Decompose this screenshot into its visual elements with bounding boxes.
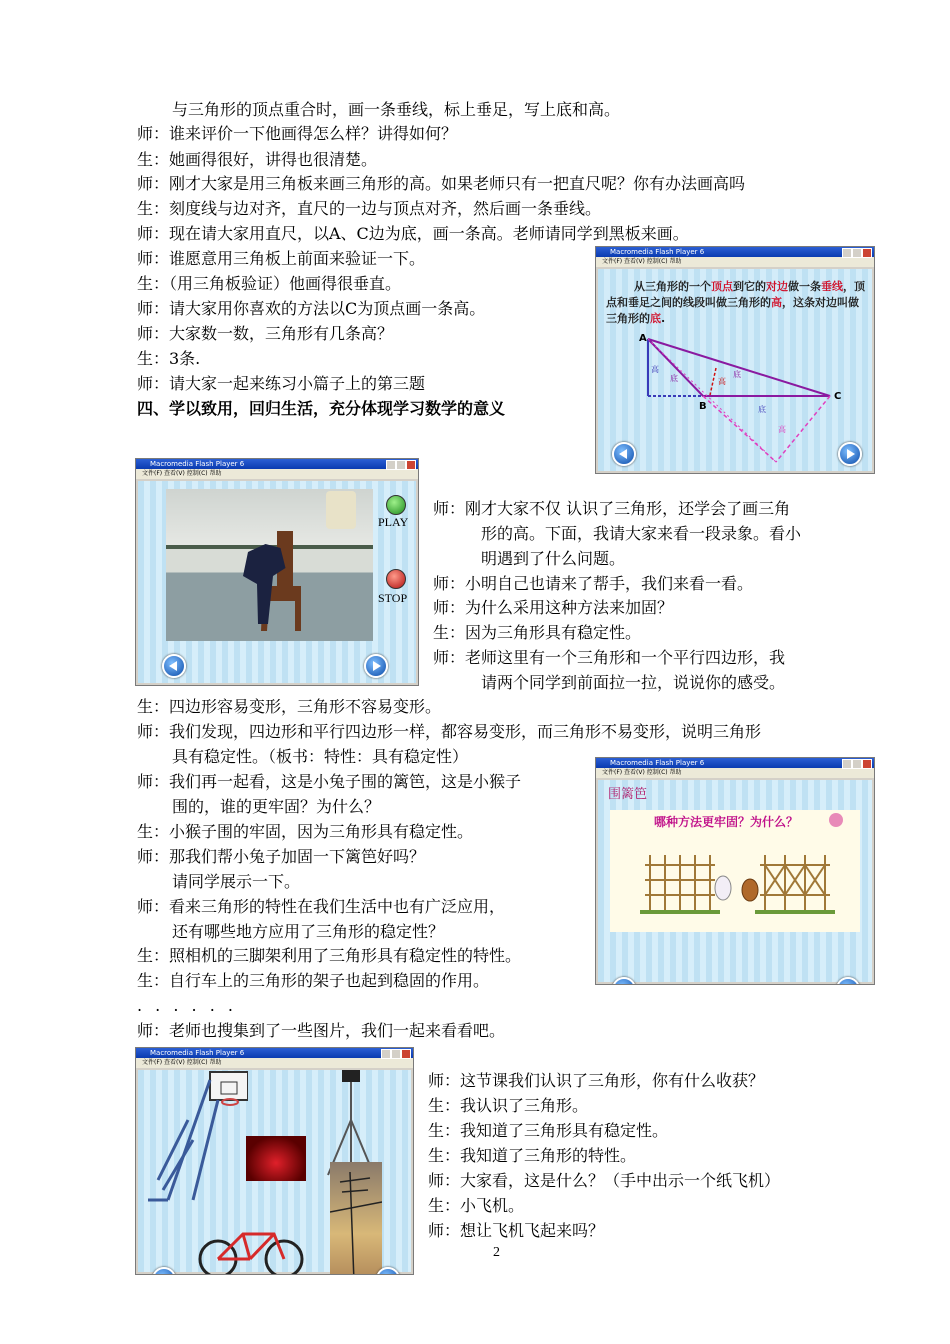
close-icon[interactable] bbox=[406, 460, 416, 470]
text-line: 师：想让飞机飞起来吗？ bbox=[428, 1221, 605, 1240]
window-menubar: 文件(F) 查看(V) 控制(C) 帮助 bbox=[596, 257, 874, 267]
window-menubar: 文件(F) 查看(V) 控制(C) 帮助 bbox=[136, 1058, 413, 1068]
prev-slide-button[interactable] bbox=[152, 1267, 176, 1275]
text-line: 生：小飞机。 bbox=[428, 1196, 525, 1215]
high-heel-image bbox=[246, 1136, 306, 1181]
text-line: 师：谁愿意用三角板上前面来验证一下。 bbox=[137, 249, 426, 268]
minimize-icon[interactable] bbox=[842, 248, 852, 258]
ellipsis-line: . . . . . . bbox=[137, 996, 237, 1015]
flash-window-examples bbox=[135, 1047, 414, 1275]
play-button[interactable] bbox=[386, 495, 406, 515]
fence-illustration bbox=[610, 810, 860, 932]
text-line: 形的高。下面，我请大家来看一段录象。看小 bbox=[481, 524, 802, 543]
stop-button[interactable] bbox=[386, 569, 406, 589]
height-label: 高 bbox=[718, 377, 726, 386]
text-line: 师：现在请大家用直尺，以A、C边为底，画一条高。老师请同学到黑板来画。 bbox=[137, 224, 689, 243]
slide-title: 围篱笆 bbox=[608, 787, 648, 802]
close-icon[interactable] bbox=[862, 248, 872, 258]
window-titlebar: Macromedia Flash Player 6 bbox=[596, 758, 874, 768]
text-line: 明遇到了什么问题。 bbox=[481, 549, 626, 568]
minimize-icon[interactable] bbox=[842, 759, 852, 769]
text-line: 生：四边形容易变形，三角形不容易变形。 bbox=[137, 697, 442, 716]
flash-window-video bbox=[135, 458, 419, 686]
section-heading: 四、学以致用，回归生活，充分体现学习数学的意义 bbox=[137, 399, 506, 418]
window-titlebar: Macromedia Flash Player 6 bbox=[136, 459, 418, 469]
text-line: 还有哪些地方应用了三角形的稳定性？ bbox=[172, 922, 445, 941]
maximize-icon[interactable] bbox=[391, 1049, 401, 1059]
text-line: 师：老师这里有一个三角形和一个平行四边形，我 bbox=[433, 648, 786, 667]
triangle-diagram bbox=[598, 269, 872, 469]
text-line: 师：我们发现，四边形和平行四边形一样，都容易变形，而三角形不易变形，说明三角形 bbox=[137, 722, 762, 741]
height-label: 高 bbox=[651, 365, 659, 374]
text-line: 生：3条. bbox=[137, 349, 201, 368]
window-menubar: 文件(F) 查看(V) 控制(C) 帮助 bbox=[596, 768, 874, 778]
text-line: 生：我认识了三角形。 bbox=[428, 1096, 589, 1115]
vertex-label-c: C bbox=[834, 391, 842, 402]
text-line: 师：谁来评价一下他画得怎么样？讲得如何？ bbox=[137, 124, 458, 143]
bicycle-image bbox=[198, 1214, 308, 1275]
next-slide-button[interactable] bbox=[838, 442, 862, 466]
base-label: 底 bbox=[733, 370, 741, 379]
text-line: 生：（用三角板验证）他画得很垂直。 bbox=[137, 274, 402, 293]
base-label: 底 bbox=[670, 374, 678, 383]
minimize-icon[interactable] bbox=[386, 460, 396, 470]
text-line: 师：为什么采用这种方法来加固？ bbox=[433, 598, 674, 617]
video-frame bbox=[166, 489, 373, 641]
text-line: 生：刻度线与边对齐，直尺的一边与顶点对齐，然后画一条垂线。 bbox=[137, 199, 602, 218]
text-line: 请同学展示一下。 bbox=[172, 872, 301, 891]
base-label: 底 bbox=[758, 405, 766, 414]
next-slide-button[interactable] bbox=[836, 977, 860, 985]
text-line: 师：那我们帮小兔子加固一下篱笆好吗？ bbox=[137, 847, 426, 866]
text-line: 师：看来三角形的特性在我们生活中也有广泛应用， bbox=[137, 897, 506, 916]
text-line: 生：我知道了三角形的特性。 bbox=[428, 1146, 637, 1165]
text-line: 生：小猴子围的牢固，因为三角形具有稳定性。 bbox=[137, 822, 474, 841]
text-line: 与三角形的顶点重合时，画一条垂线，标上垂足，写上底和高。 bbox=[172, 100, 621, 119]
text-line: 师：老师也搜集到了一些图片，我们一起来看看吧。 bbox=[137, 1021, 506, 1040]
text-line: 师：我们再一起看，这是小兔子围的篱笆，这是小猴子 bbox=[137, 772, 522, 791]
flash-window-triangle-height bbox=[595, 246, 875, 474]
window-titlebar: Macromedia Flash Player 6 bbox=[596, 247, 874, 257]
power-lines-image bbox=[330, 1162, 382, 1275]
prev-slide-button[interactable] bbox=[612, 442, 636, 466]
next-slide-button[interactable] bbox=[364, 654, 388, 678]
page-number: 2 bbox=[493, 1245, 500, 1260]
maximize-icon[interactable] bbox=[852, 759, 862, 769]
text-line: 师：这节课我们认识了三角形，你有什么收获？ bbox=[428, 1071, 765, 1090]
prev-slide-button[interactable] bbox=[612, 977, 636, 985]
text-line: 师：大家数一数，三角形有几条高？ bbox=[137, 324, 394, 343]
minimize-icon[interactable] bbox=[381, 1049, 391, 1059]
definition-text: 从三角形的一个顶点到它的对边做一条垂线，顶点和垂足之间的线段叫做三角形的高，这条对边叫做三角形的底. bbox=[606, 280, 865, 325]
close-icon[interactable] bbox=[401, 1049, 411, 1059]
text-line: 生：我知道了三角形具有稳定性。 bbox=[428, 1121, 669, 1140]
text-line: 生：因为三角形具有稳定性。 bbox=[433, 623, 642, 642]
question-text: 哪种方法更牢固？为什么？ bbox=[654, 815, 799, 829]
stop-label: STOP bbox=[378, 591, 408, 605]
text-line: 师：刚才大家不仅 认识了三角形，还学会了画三角 bbox=[433, 499, 791, 518]
text-line: 请两个同学到前面拉一拉，说说你的感受。 bbox=[481, 673, 786, 692]
maximize-icon[interactable] bbox=[396, 460, 406, 470]
vertex-label-b: B bbox=[699, 401, 707, 412]
text-line: 师：请大家一起来练习小篇子上的第三题 bbox=[137, 374, 426, 393]
basketball-hoop-image bbox=[138, 1070, 248, 1210]
window-menubar: 文件(F) 查看(V) 控制(C) 帮助 bbox=[136, 469, 418, 479]
close-icon[interactable] bbox=[862, 759, 872, 769]
text-line: 生：照相机的三脚架利用了三角形具有稳定性的特性。 bbox=[137, 946, 522, 965]
prev-slide-button[interactable] bbox=[162, 654, 186, 678]
text-line: 生：她画得很好，讲得也很清楚。 bbox=[137, 150, 378, 169]
window-titlebar: Macromedia Flash Player 6 bbox=[136, 1048, 413, 1058]
text-line: 师：刚才大家是用三角板来画三角形的高。如果老师只有一把直尺呢？你有办法画高吗 bbox=[137, 174, 746, 193]
height-label: 高 bbox=[778, 425, 786, 434]
vertex-label-a: A bbox=[639, 333, 647, 344]
maximize-icon[interactable] bbox=[852, 248, 862, 258]
text-line: 围的，谁的更牢固？为什么？ bbox=[172, 797, 381, 816]
flash-window-fence bbox=[595, 757, 875, 985]
text-line: 具有稳定性。（板书：特性：具有稳定性） bbox=[172, 747, 469, 766]
text-line: 师：大家看，这是什么？（手中出示一个纸飞机） bbox=[428, 1171, 781, 1190]
text-line: 生：自行车上的三角形的架子也起到稳固的作用。 bbox=[137, 971, 490, 990]
text-line: 师：请大家用你喜欢的方法以C为顶点画一条高。 bbox=[137, 299, 486, 318]
play-label: PLAY bbox=[378, 515, 409, 529]
text-line: 师：小明自己也请来了帮手，我们来看一看。 bbox=[433, 574, 754, 593]
